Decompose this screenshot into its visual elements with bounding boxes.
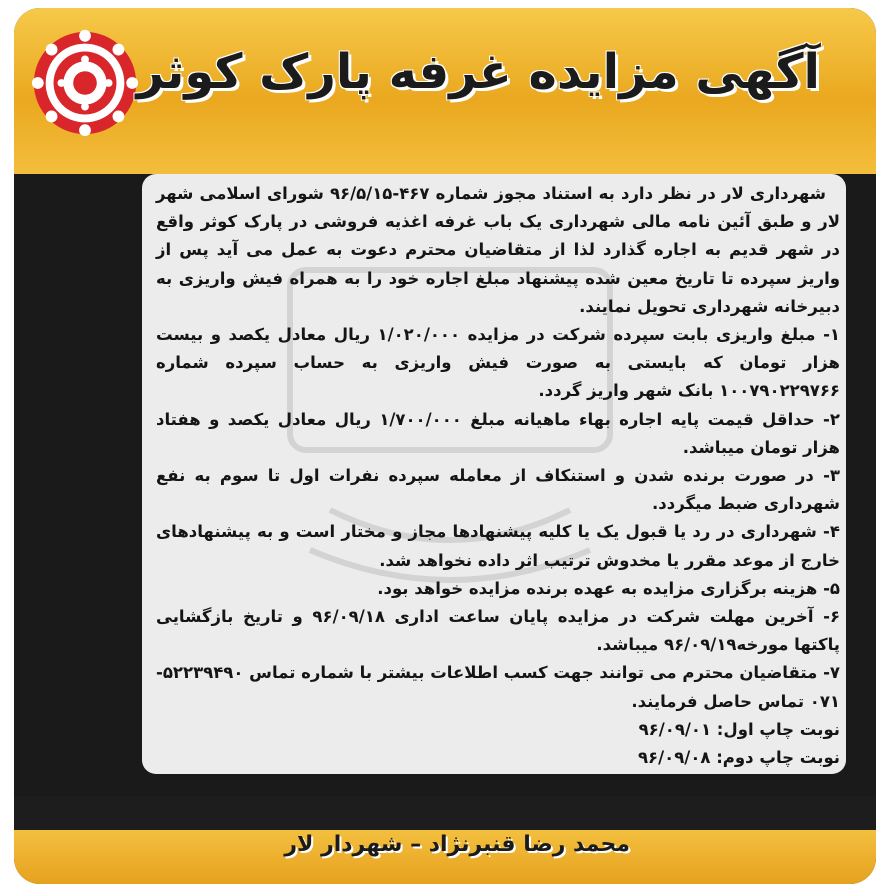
- print-date-second: نوبت چاپ دوم: ۹۶/۰۹/۰۸: [637, 748, 840, 768]
- ad-body-text: [156, 180, 840, 772]
- list-item: ۴- شهرداری در رد یا قبول یک یا کلیه پیشنهادها مجاز و مختار است و به پیشنهادهای خارج از موعد مقرر یا مخدوش ترتیب اثر داده نخواهد شد.: [156, 522, 840, 570]
- intro-paragraph: شهرداری لار در نظر دارد به استناد مجوز شماره ۴۶۷-۹۶/۵/۱۵ شورای اسلامی شهر لار و طبق آئین نامه مالی شهرداری یک باب غرفه اغذیه فروشی در پارک کوثر واقع در شهر قدیم به اجاره گذارد لذا از متقاضیان محترم دعوت به عمل می آید پس از واریز سپرده تا تاریخ معین شده پیشنهاد مبلغ اجاره خود را به همراه فیش واریزی به دبیرخانه شهرداری تحویل نمایند.: [156, 184, 840, 316]
- list-item: ۶- آخرین مهلت شرکت در مزایده پایان ساعت اداری ۹۶/۰۹/۱۸ و تاریخ بازگشایی پاکتها مورخه۹۶/۰۹/۱۹ میباشد.: [156, 607, 841, 655]
- list-item: ۱- مبلغ واریزی بابت سپرده شرکت در مزایده ۱/۰۲۰/۰۰۰ ریال معادل یکصد و بیست هزار تومان که بایستی به صورت فیش واریزی به حساب سپرده شماره ۱۰۰۷۹۰۲۲۹۷۶۶ بانک شهر واریز گردد.: [156, 325, 840, 401]
- list-item: ۳- در صورت برنده شدن و استنکاف از معامله سپرده نفرات اول تا سوم به نفع شهرداری ضبط میگردد.: [156, 466, 840, 514]
- print-date-first: نوبت چاپ اول: ۹۶/۰۹/۰۱: [638, 719, 840, 739]
- list-item: ۲- حداقل قیمت پایه اجاره بهاء ماهیانه مبلغ ۱/۷۰۰/۰۰۰ ریال معادل یکصد و هفتاد هزار تومان میباشد.: [156, 409, 840, 457]
- footer-dark-band: [14, 796, 876, 830]
- ad-title: آگهی مزایده غرفه پارک کوثر: [136, 44, 820, 100]
- list-item: ۷- متقاضیان محترم می توانند جهت کسب اطلاعات بیشتر با شماره تماس ۵۲۲۳۹۴۹۰- ۰۷۱ تماس حاصل فرمایند.: [156, 663, 840, 711]
- mayor-signature: محمد رضا قنبرنژاد – شهردار لار: [284, 832, 630, 857]
- list-item: ۵- هزینه برگزاری مزایده به عهده برنده مزایده خواهد بود.: [377, 578, 840, 598]
